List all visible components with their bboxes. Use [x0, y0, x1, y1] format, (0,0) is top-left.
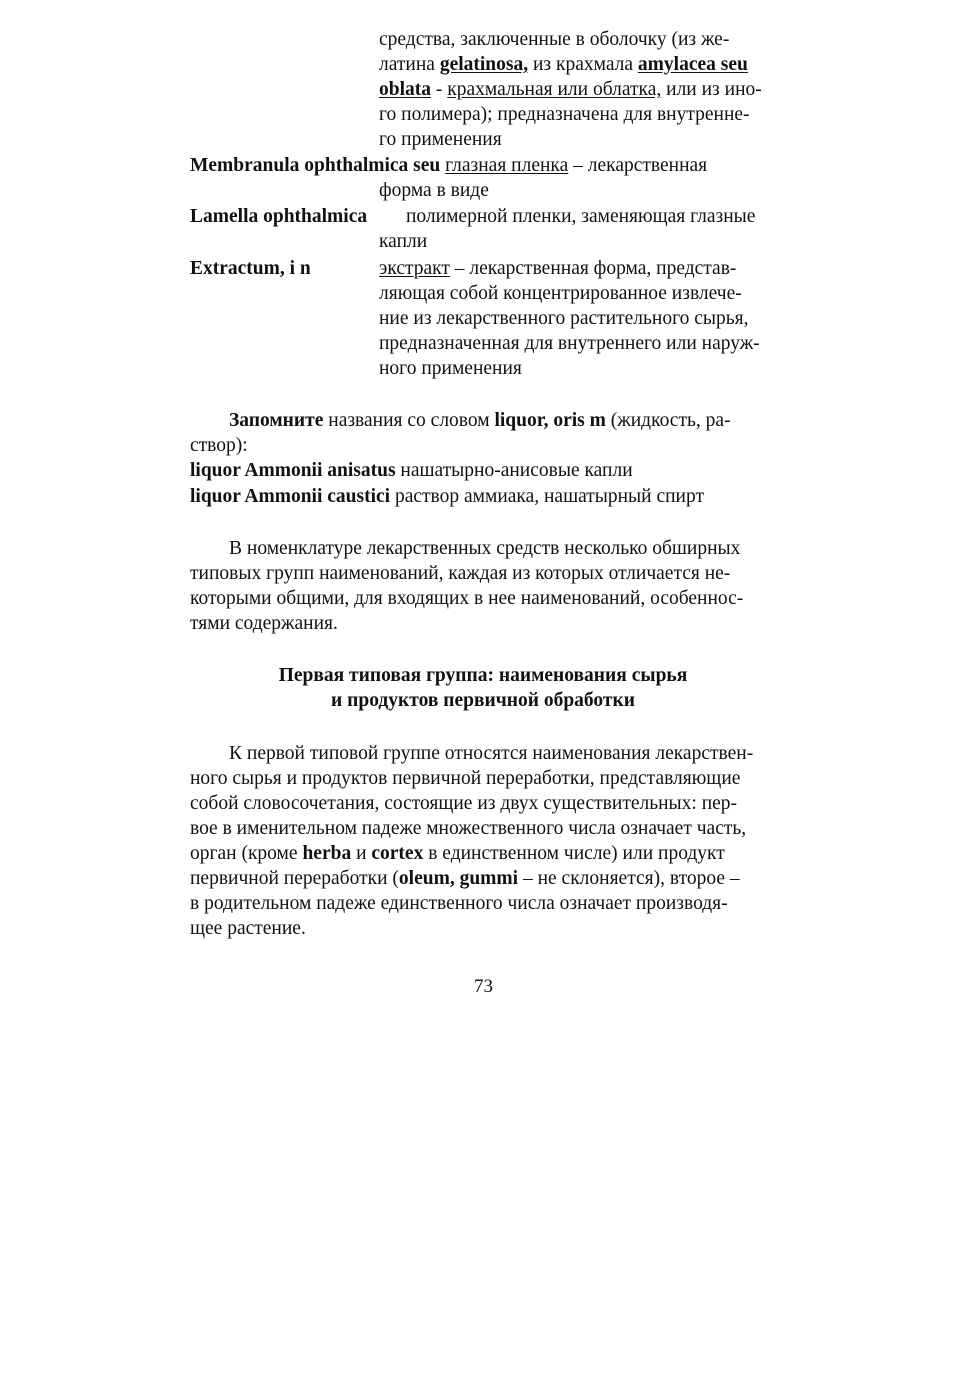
- text: которыми общими, для входящих в нее наименований, особеннос-: [190, 588, 744, 609]
- text-line: [406, 204, 755, 229]
- section-heading: и продуктов первичной обработки: [331, 690, 635, 711]
- text: ляющая собой концентрированное извлече-: [379, 283, 742, 304]
- section-heading: Первая типовая группа: наименования сырья: [278, 665, 688, 686]
- text: – не склоняется), второе –: [518, 868, 740, 889]
- text: нашатырно-анисовые капли: [395, 460, 633, 481]
- text: в родительном падеже единственного числа означает производя-: [190, 893, 728, 914]
- text: типовых групп наименований, каждая из которых отличается не-: [190, 563, 731, 584]
- text: (жидкость, ра-: [605, 410, 731, 431]
- text-line: [379, 127, 502, 152]
- text-line: [379, 229, 427, 254]
- text-line: [379, 356, 522, 381]
- text: в единственном числе) или продукт: [423, 843, 725, 864]
- text: вое в именительном падеже множественного числа означает часть,: [190, 818, 747, 839]
- latin-term: gelatinosa,: [439, 54, 529, 75]
- russian-gloss: глазная пленка: [445, 155, 569, 176]
- text: щее растение.: [190, 918, 306, 939]
- bold-text: Запомните: [229, 410, 324, 431]
- text-line: [379, 102, 750, 127]
- latin-term: liquor Ammonii anisatus: [190, 460, 396, 481]
- text: орган (кроме: [190, 843, 303, 864]
- text-line: [379, 77, 762, 102]
- text-line: [190, 561, 730, 586]
- text: из крахмала: [528, 54, 638, 75]
- text: го применения: [379, 129, 502, 150]
- entry-term: Membranula ophthalmica seu: [190, 155, 441, 176]
- text: форма в виде: [379, 180, 489, 201]
- entry-membranula: [190, 153, 707, 178]
- text: ного сырья и продуктов первичной переработки, представляющие: [190, 768, 741, 789]
- text-line: [229, 536, 740, 561]
- list-item: [190, 484, 704, 509]
- page-number: 73: [474, 976, 493, 997]
- remember-line: [229, 408, 731, 433]
- text-line: [190, 916, 306, 941]
- list-item: [190, 458, 633, 483]
- text: первичной переработки (: [190, 868, 399, 889]
- latin-term: oleum, gummi: [398, 868, 519, 889]
- text: и: [351, 843, 372, 864]
- text-line: [379, 281, 742, 306]
- text-line: [190, 891, 728, 916]
- latin-term: herba: [302, 843, 352, 864]
- text-line: [190, 841, 725, 866]
- text: -: [431, 79, 448, 100]
- text: полимерной пленки, заменяющая глазные: [406, 206, 756, 227]
- latin-term: oblata: [379, 79, 432, 100]
- text: капли: [379, 231, 428, 252]
- latin-term: cortex: [371, 843, 424, 864]
- text: створ):: [190, 435, 248, 456]
- text: латина: [379, 54, 440, 75]
- text-line: [190, 816, 746, 841]
- text-line: [379, 331, 760, 356]
- latin-term: amylacea seu: [637, 54, 748, 75]
- text-line: [229, 741, 753, 766]
- text: К первой типовой группе относятся наименования лекарствен-: [229, 743, 754, 764]
- text: В номенклатуре лекарственных средств несколько обширных: [229, 538, 741, 559]
- latin-term: liquor Ammonii caustici: [190, 486, 391, 507]
- text-line: [190, 586, 743, 611]
- text-line: [379, 27, 729, 52]
- text: тями содержания.: [190, 613, 338, 634]
- russian-gloss: экстракт: [379, 258, 450, 279]
- text: или из ино-: [661, 79, 762, 100]
- text: названия со словом: [323, 410, 495, 431]
- russian-gloss: крахмальная или облатка,: [447, 79, 662, 100]
- text-line: [379, 52, 748, 77]
- text-line: [190, 866, 740, 891]
- entry-term-lamella: Lamella ophthalmica: [190, 206, 368, 227]
- text: – лекарственная: [568, 155, 708, 176]
- text-line: [190, 791, 737, 816]
- text-line: [379, 306, 748, 331]
- text: предназначенная для внутреннего или наруж-: [379, 333, 760, 354]
- text: ние из лекарственного растительного сырья,: [379, 308, 749, 329]
- latin-term: liquor, oris m: [494, 410, 606, 431]
- text: го полимера); предназначена для внутренне-: [379, 104, 750, 125]
- text-line: [190, 611, 338, 636]
- entry-term-extractum: Extractum, i n: [190, 258, 311, 279]
- text-line: [379, 178, 489, 203]
- text: раствор аммиака, нашатырный спирт: [390, 486, 705, 507]
- text: ного применения: [379, 358, 522, 379]
- text: собой словосочетания, состоящие из двух существительных: пер-: [190, 793, 738, 814]
- text-line: [190, 766, 740, 791]
- text-line: [190, 433, 248, 458]
- text-line: [379, 256, 736, 281]
- text: средства, заключенные в оболочку (из же-: [379, 29, 730, 50]
- text: – лекарственная форма, представ-: [449, 258, 737, 279]
